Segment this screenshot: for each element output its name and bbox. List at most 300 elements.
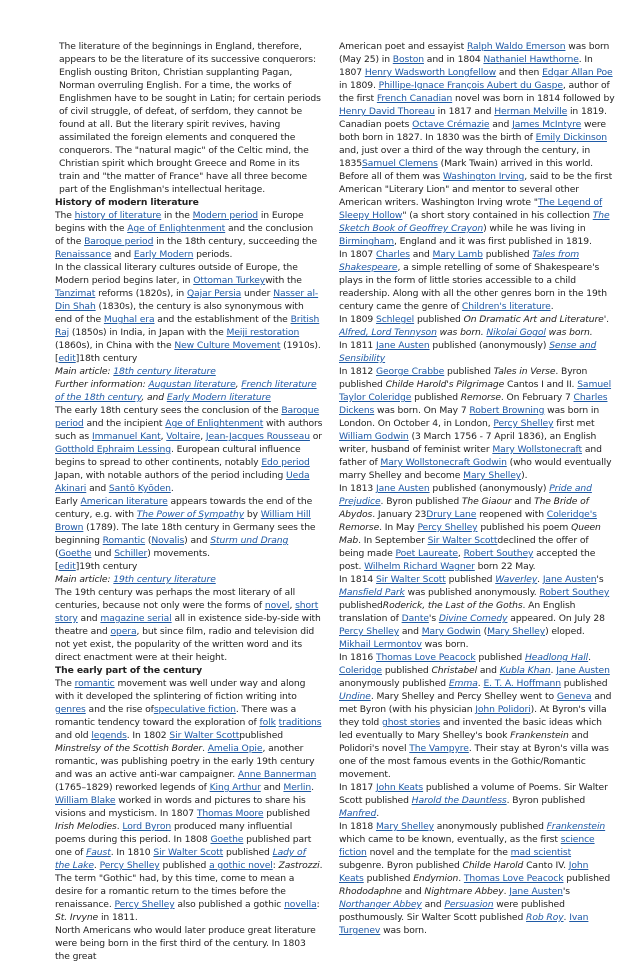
link-edgar-allan-poe[interactable]: Edgar Allan Poe <box>542 67 613 78</box>
link-washington-irving[interactable]: Washington Irving <box>442 171 525 182</box>
text-run: published <box>339 600 383 611</box>
text-run: published (anonymously) <box>429 340 550 351</box>
text-run: , a simple retelling of some of Shakespeare's plays in the form of little stories accessible to a child readership. Along with all the other genres born in the 19th century came the genre of <box>339 262 607 312</box>
section-heading <box>55 196 323 209</box>
link-voltaire[interactable]: Voltaire <box>166 431 201 442</box>
text-run: first met <box>553 418 595 429</box>
link-meiji-restoration[interactable]: Meiji restoration <box>226 327 300 338</box>
link-charles-dickens[interactable]: Charles Dickens <box>339 392 608 416</box>
link-early-modern[interactable]: Early Modern <box>133 249 194 260</box>
text-run: On Dramatic Art and Literature <box>463 314 604 325</box>
text-run: anonymously published <box>433 821 547 832</box>
link-birmingham[interactable]: Birmingham <box>339 236 395 247</box>
link-goethe[interactable]: Goethe <box>58 548 92 559</box>
text-run: Minstrelsy of the Scottish Border <box>55 743 203 754</box>
link-baroque-period[interactable]: Baroque period <box>55 405 320 429</box>
text-run: . Byron published <box>339 366 588 390</box>
link-sant-ky-den[interactable]: Santō Kyōden <box>108 483 171 494</box>
text-run: worked in words and pictures to share his visions and mysticism. In 1807 <box>55 795 306 819</box>
text-run: (1850s) in India, in Japan with the <box>69 327 227 338</box>
text-run: Remorse <box>460 392 501 403</box>
text-run: and then <box>496 67 543 78</box>
link-french-canadian[interactable]: French Canadian <box>376 93 453 104</box>
text-run: and met Byron (with his physician <box>339 691 612 715</box>
left-text-column <box>55 40 323 963</box>
paragraph <box>55 924 323 963</box>
text-run: . <box>503 886 510 897</box>
text-run: and <box>111 249 134 260</box>
link-ivan-turgenev[interactable]: Ivan Turgenev <box>339 912 589 936</box>
text-run: (1910s). <box>280 340 321 351</box>
text-run: and the incipient <box>83 418 166 429</box>
paragraph <box>339 248 615 313</box>
text-run: declined the offer of being made <box>339 535 589 559</box>
text-run: in 1811. <box>98 912 138 923</box>
link-goethe[interactable]: Goethe <box>210 834 244 845</box>
text-run: was born. On May 7 <box>374 405 470 416</box>
text-run: was born. <box>421 639 469 650</box>
text-run: published <box>411 392 461 403</box>
link-mary-shelley[interactable]: Mary Shelley <box>375 821 434 832</box>
text-run: ). At Byron's villa they told <box>339 704 607 728</box>
text-run: published <box>239 730 284 741</box>
link-anne-bannerman[interactable]: Anne Bannerman <box>237 769 317 780</box>
link-age-of-enlightenment[interactable]: Age of Enlightenment <box>127 223 226 234</box>
text-run: in 1819. Canadian poets <box>339 106 607 130</box>
text-run: ) while he was living in <box>483 223 586 234</box>
text-run: In 1812 <box>339 366 376 377</box>
link-ralph-waldo-emerson[interactable]: Ralph Waldo Emerson <box>466 41 566 52</box>
link-jane-austen[interactable]: Jane Austen <box>556 665 610 676</box>
text-run: Early <box>55 496 81 507</box>
link-charles[interactable]: Charles <box>375 249 410 260</box>
text-run: 's <box>562 886 570 897</box>
text-run: and <box>399 626 422 637</box>
text-run: The early part of the century <box>55 665 203 676</box>
link-henry-david-thoreau[interactable]: Henry David Thoreau <box>339 106 435 117</box>
text-run: reopened with <box>476 509 547 520</box>
link-persuasion[interactable]: Persuasion <box>444 899 494 910</box>
text-run: . <box>477 678 484 689</box>
link-mad-scientist[interactable]: mad scientist <box>510 847 572 858</box>
text-run: Queen Mab <box>339 522 601 546</box>
link-phillipe-ignace-fran-ois-aubert-du-gaspe[interactable]: Phillipe-Ignace François Aubert du Gaspe <box>378 80 563 91</box>
link-novel[interactable]: novel <box>264 600 290 611</box>
link-mary-lamb[interactable]: Mary Lamb <box>432 249 483 260</box>
text-run: and, just over a third of the way through the century, in 1835 <box>339 145 591 169</box>
link-poet-laureate[interactable]: Poet Laureate <box>395 548 458 559</box>
text-run: " (a short story contained in his collection <box>402 210 593 221</box>
link-tales-from-shakespeare[interactable]: Tales from Shakespeare <box>339 249 580 273</box>
link-the-power-of-sympathy[interactable]: The Power of Sympathy <box>136 509 245 520</box>
link-short-story[interactable]: short story <box>55 600 319 624</box>
text-run: , <box>289 600 296 611</box>
link-percy-shelley[interactable]: Percy Shelley <box>99 860 160 871</box>
text-run: (1765–1829) reworked legends of <box>55 782 210 793</box>
paragraph <box>55 495 323 560</box>
link-undine[interactable]: Undine <box>339 691 371 702</box>
link-frankenstein[interactable]: Frankenstein <box>546 821 606 832</box>
link-mikhail-lermontov[interactable]: Mikhail Lermontov <box>339 639 422 650</box>
link-opera[interactable]: opera <box>110 626 137 637</box>
link-headlong-hall[interactable]: Headlong Hall <box>524 652 589 663</box>
link-age-of-enlightenment[interactable]: Age of Enlightenment <box>165 418 264 429</box>
paragraph <box>55 261 323 352</box>
text-run: and <box>477 665 500 676</box>
text-run: American poet and essayist <box>339 41 467 52</box>
link-percy-shelley[interactable]: Percy Shelley <box>339 626 400 637</box>
text-run: novel and the template for the <box>366 847 511 858</box>
link-william-blake[interactable]: William Blake <box>55 795 116 806</box>
text-run: The Giaour <box>461 496 512 507</box>
link-divine-comedy[interactable]: Divine Comedy <box>438 613 508 624</box>
link-french-literature-of-the-18th-century[interactable]: French literature of the 18th century <box>55 379 317 403</box>
link-coleridge[interactable]: Coleridge <box>339 665 382 676</box>
text-run: . <box>202 743 208 754</box>
link-e-t-a-hoffmann[interactable]: E. T. A. Hoffmann <box>483 678 561 689</box>
text-run: in 1817 and <box>434 106 495 117</box>
link-john-keats[interactable]: John Keats <box>339 860 589 884</box>
text-run: The 19th century was perhaps the most literary of all centuries, because not only were the forms of <box>55 587 296 611</box>
text-run: periods. <box>193 249 233 260</box>
paragraph <box>339 313 615 339</box>
text-run: produced many influential poems during this period. In 1808 <box>55 821 293 845</box>
paragraph <box>55 365 323 378</box>
link-percy-shelley[interactable]: Percy Shelley <box>417 522 478 533</box>
link-children-s-literature[interactable]: Children's literature <box>461 301 551 312</box>
link-19th-century-literature[interactable]: 19th century literature <box>113 574 216 585</box>
text-run: published <box>159 860 210 871</box>
text-run: In 1814 <box>339 574 376 585</box>
text-run: was born. <box>380 925 427 936</box>
text-run: . <box>588 652 591 663</box>
text-run: published <box>223 847 273 858</box>
text-run: In 1809 <box>339 314 376 325</box>
link-18th-century-literature[interactable]: 18th century literature <box>113 366 216 377</box>
link-john-keats[interactable]: John Keats <box>375 782 424 793</box>
link-octave-cr-mazie[interactable]: Octave Crémazie <box>412 119 490 130</box>
text-run: In 1818 <box>339 821 376 832</box>
text-run: and father of <box>339 444 602 468</box>
text-run: . <box>550 301 554 312</box>
link-ottoman-turkey[interactable]: Ottoman Turkey <box>193 275 266 286</box>
text-run: and the conclusion of the <box>55 223 314 247</box>
link-king-arthur[interactable]: King Arthur <box>209 782 261 793</box>
link-wilhelm-richard-wagner[interactable]: Wilhelm Richard Wagner <box>364 561 475 572</box>
link-edo-period[interactable]: Edo period <box>261 457 310 468</box>
link-william-godwin[interactable]: William Godwin <box>339 431 409 442</box>
text-run: Japan, with notable authors of the period including <box>55 470 287 481</box>
text-run: Zastrozzi <box>278 860 320 871</box>
link-william-hill-brown[interactable]: William Hill Brown <box>55 509 311 533</box>
link-robert-southey[interactable]: Robert Southey <box>539 587 610 598</box>
link-romantic[interactable]: Romantic <box>102 535 146 546</box>
link-alfred-lord-tennyson[interactable]: Alfred, Lord Tennyson <box>339 327 437 338</box>
paragraph <box>55 378 323 404</box>
text-run: , but since film, radio and television did not yet exist, the popularity of the written word and its direct enactment were at their height. <box>55 626 315 663</box>
link-robert-browning[interactable]: Robert Browning <box>469 405 545 416</box>
link-jane-austen[interactable]: Jane Austen <box>375 483 430 494</box>
text-run: , another romantic, was publishing poetry in the early 19th century and was an active anti-war campaigner. <box>55 743 315 780</box>
link-tanzimat[interactable]: Tanzimat <box>55 288 96 299</box>
text-run: 's <box>428 613 439 624</box>
link-thomas-love-peacock[interactable]: Thomas Love Peacock <box>463 873 564 884</box>
link-harold-the-dauntless[interactable]: Harold the Dauntless <box>411 795 507 806</box>
link-augustan-literature[interactable]: Augustan literature <box>148 379 236 390</box>
text-run: , said to be the first American "Literary Lion" and mentor to several other American writers. Washington Irving wrote " <box>339 171 613 208</box>
text-run: Remorse <box>339 522 380 533</box>
link-immanuel-kant[interactable]: Immanuel Kant <box>91 431 161 442</box>
link-qajar-persia[interactable]: Qajar Persia <box>186 288 242 299</box>
link-sir-walter-scott[interactable]: Sir Walter Scott <box>375 574 446 585</box>
text-run: . <box>93 860 100 871</box>
paragraph <box>55 586 323 664</box>
text-run: which came to be known, eventually, as the first <box>339 834 561 845</box>
link-nikolai-gogol[interactable]: Nikolai Gogol <box>486 327 546 338</box>
link-schiller[interactable]: Schiller <box>114 548 148 559</box>
link-speculative-fiction[interactable]: speculative fiction <box>153 704 236 715</box>
link-samuel-clemens[interactable]: Samuel Clemens <box>361 158 438 169</box>
link-early-modern-literature[interactable]: Early Modern literature <box>166 392 271 403</box>
text-run: . <box>537 574 543 585</box>
link-thomas-love-peacock[interactable]: Thomas Love Peacock <box>375 652 476 663</box>
link-emma[interactable]: Emma <box>448 678 478 689</box>
link-pride-and-prejudice[interactable]: Pride and Prejudice <box>339 483 592 507</box>
text-run: . Mary Shelley and Percy Shelley went to <box>370 691 557 702</box>
link-gotthold-ephraim-lessing[interactable]: Gotthold Ephraim Lessing <box>55 444 171 455</box>
paragraph <box>339 339 615 365</box>
text-run: published <box>444 366 494 377</box>
text-run: ) eloped. <box>545 626 585 637</box>
text-run: published <box>414 314 464 325</box>
link-mary-wollstonecraft[interactable]: Mary Wollstonecraft <box>492 444 583 455</box>
text-run: and <box>86 483 109 494</box>
section-heading <box>55 664 323 677</box>
link-samuel-taylor-coleridge[interactable]: Samuel Taylor Coleridge <box>339 379 612 403</box>
link-edit[interactable]: edit <box>58 353 76 364</box>
text-run: . In 1810 <box>110 847 154 858</box>
link-legends[interactable]: legends <box>91 730 127 741</box>
link-merlin[interactable]: Merlin <box>283 782 312 793</box>
link-northanger-abbey[interactable]: Northanger Abbey <box>339 899 422 910</box>
text-run: (Mark Twain) arrived in this world. Before all of them was <box>339 158 593 182</box>
text-run: Main article: <box>55 574 114 585</box>
link-boston[interactable]: Boston <box>392 54 424 65</box>
text-run: also published a gothic <box>174 899 285 910</box>
paragraph <box>55 404 323 495</box>
link-british-raj[interactable]: British Raj <box>55 314 320 338</box>
link-sir-walter-scott[interactable]: Sir Walter Scott <box>153 847 224 858</box>
link-nathaniel-hawthorne[interactable]: Nathaniel Hawthorne <box>483 54 579 65</box>
link-mary-wollstonecraft-godwin[interactable]: Mary Wollstonecraft Godwin <box>380 457 507 468</box>
link-thomas-moore[interactable]: Thomas Moore <box>196 808 264 819</box>
link-mary-godwin[interactable]: Mary Godwin <box>421 626 481 637</box>
link-magazine-serial[interactable]: magazine serial <box>100 613 172 624</box>
link-james-mcintyre[interactable]: James McIntyre <box>512 119 582 130</box>
text-run: In 1811 <box>339 340 376 351</box>
text-run: . The term "Gothic" had, by this time, come to mean a desire for a romantic return to the times before the renaissance. <box>55 860 323 910</box>
text-run: published <box>560 678 608 689</box>
link-kubla-khan[interactable]: Kubla Khan <box>499 665 551 676</box>
link-baroque-period[interactable]: Baroque period <box>84 236 154 247</box>
text-run: Frankenstein <box>510 730 569 741</box>
link-geneva[interactable]: Geneva <box>556 691 592 702</box>
link-sir-walter-scott[interactable]: Sir Walter Scott <box>169 730 240 741</box>
link-traditions[interactable]: traditions <box>278 717 322 728</box>
text-run: Endymion <box>413 873 459 884</box>
link-dante[interactable]: Dante <box>401 613 429 624</box>
link-faust[interactable]: Faust <box>86 847 111 858</box>
text-run: ( <box>55 548 59 559</box>
text-run: Rhododaphne <box>339 886 402 897</box>
link-history-of-literature[interactable]: history of literature <box>74 210 162 221</box>
text-run: (1860s), in China with the <box>55 340 175 351</box>
link-coleridge-s[interactable]: Coleridge's <box>546 509 597 520</box>
text-run: or <box>309 431 322 442</box>
link-manfred[interactable]: Manfred <box>339 808 377 819</box>
link-the-vampyre[interactable]: The Vampyre <box>409 743 469 754</box>
text-run: ) and <box>184 535 211 546</box>
text-run: History of modern literature <box>55 197 199 208</box>
text-run: was born in London. On October 4, in London, <box>339 405 600 429</box>
link-sturm-und-drang[interactable]: Sturm und Drang <box>210 535 289 546</box>
text-run: : <box>272 860 279 871</box>
text-run: . <box>550 665 557 676</box>
right-text-column <box>339 40 615 937</box>
link-novella[interactable]: novella <box>284 899 317 910</box>
link-nasser-al-din-shah[interactable]: Nasser al-Din Shah <box>55 288 319 312</box>
text-run: published <box>482 249 533 260</box>
paragraph <box>339 573 615 651</box>
paragraph <box>55 573 323 586</box>
text-run: (3 March 1756 - 7 April 1836), an English writer, husband of feminist writer <box>339 431 597 455</box>
text-run: , <box>457 548 464 559</box>
text-run: and <box>489 119 513 130</box>
text-run: in the 18th century, succeeding the <box>153 236 318 247</box>
link-genres[interactable]: genres <box>55 704 86 715</box>
link-robert-southey[interactable]: Robert Southey <box>463 548 534 559</box>
text-run: . On February 7 <box>500 392 574 403</box>
text-run: and Polidori's novel <box>339 730 589 754</box>
text-run: appeared. On July 28 <box>507 613 605 624</box>
text-run: and <box>260 782 284 793</box>
link-modern-period[interactable]: Modern period <box>192 210 259 221</box>
link-percy-shelley[interactable]: Percy Shelley <box>114 899 175 910</box>
text-run: with authors such as <box>55 418 323 442</box>
text-run: '. <box>603 314 609 325</box>
link-sense-and-sensibility[interactable]: Sense and Sensibility <box>339 340 597 364</box>
text-run: . Byron published <box>380 496 462 507</box>
link-american-literature[interactable]: American literature <box>80 496 168 507</box>
link-drury-lane[interactable]: Drury Lane <box>426 509 477 520</box>
text-run: . <box>311 782 314 793</box>
text-run: Irish Melodies <box>55 821 117 832</box>
text-run: ]19th century <box>75 561 138 572</box>
paragraph <box>339 40 615 248</box>
text-run: novel was born in 1814 followed by <box>452 93 615 104</box>
link-ghost-stories[interactable]: ghost stories <box>381 717 441 728</box>
link-herman-melville[interactable]: Herman Melville <box>494 106 568 117</box>
text-run: was born (May 25) in <box>339 41 610 65</box>
text-run: : <box>316 899 320 910</box>
link-the-sketch-book-of-geoffrey-crayon[interactable]: The Sketch Book of Geoffrey Crayon <box>339 210 610 234</box>
text-run: was born. <box>436 327 487 338</box>
link-schlegel[interactable]: Schlegel <box>375 314 415 325</box>
text-run: published <box>563 873 611 884</box>
link-jane-austen[interactable]: Jane Austen <box>375 340 430 351</box>
link-folk[interactable]: folk <box>259 717 276 728</box>
link-sir-walter-scott[interactable]: Sir Walter Scott <box>427 535 498 546</box>
text-run: was born. <box>545 327 593 338</box>
link-waverley[interactable]: Waverley <box>495 574 538 585</box>
paragraph <box>55 40 323 196</box>
link-ueda-akinari[interactable]: Ueda Akinari <box>55 470 310 494</box>
text-run: and <box>511 496 535 507</box>
text-run: In 1817 <box>339 782 376 793</box>
text-run: . Their stay at Byron's villa was one of the most famous events in the Gothic/Romantic movement. <box>339 743 609 780</box>
text-run: subgenre. Byron published <box>339 860 463 871</box>
link-lord-byron[interactable]: Lord Byron <box>122 821 172 832</box>
link-george-crabbe[interactable]: George Crabbe <box>375 366 445 377</box>
text-run: . There was a romantic tendency toward the exploration of <box>55 704 297 728</box>
link-romantic[interactable]: romantic <box>74 678 115 689</box>
link-rob-roy[interactable]: Rob Roy <box>526 912 564 923</box>
text-run: and in 1804 <box>423 54 484 65</box>
link-science-fiction[interactable]: science fiction <box>339 834 595 858</box>
text-run: reforms (1820s), in <box>95 288 187 299</box>
text-run: published (anonymously) <box>429 483 550 494</box>
text-run: under <box>241 288 274 299</box>
text-run: , England and it was first published in 1819. <box>394 236 592 247</box>
text-run: Christabel <box>431 665 478 676</box>
link-jane-austen[interactable]: Jane Austen <box>542 574 597 585</box>
link-lady-of-the-lake[interactable]: Lady of the Lake <box>55 847 306 871</box>
text-run: published <box>363 873 414 884</box>
text-run: . <box>116 821 123 832</box>
link-jane-austen[interactable]: Jane Austen <box>509 886 563 897</box>
text-run: published part one of <box>55 834 312 858</box>
text-run: Tales in Verse <box>493 366 556 377</box>
link-percy-shelley[interactable]: Percy Shelley <box>493 418 554 429</box>
text-run: , <box>160 431 167 442</box>
text-run: Cantos I and II. <box>504 379 578 390</box>
text-run: ( <box>480 626 488 637</box>
text-run: Nightmare Abbey <box>424 886 504 897</box>
link-emily-dickinson[interactable]: Emily Dickinson <box>535 132 607 143</box>
link-john-polidori[interactable]: John Polidori <box>475 704 531 715</box>
link-the-legend-of-sleepy-hollow[interactable]: The Legend of Sleepy Hollow <box>339 197 603 221</box>
link-edit[interactable]: edit <box>58 561 76 572</box>
text-run: in 1809. <box>339 80 379 91</box>
link-jean-jacques-rousseau[interactable]: Jean-Jacques Rousseau <box>205 431 310 442</box>
link-a-gothic-novel[interactable]: a gothic novel <box>209 860 273 871</box>
link-amelia-opie[interactable]: Amelia Opie <box>207 743 263 754</box>
link-henry-wadsworth-longfellow[interactable]: Henry Wadsworth Longfellow <box>364 67 497 78</box>
text-run: published a volume of Poems. Sir Walter Scott published <box>339 782 608 806</box>
link-new-culture-movement[interactable]: New Culture Movement <box>174 340 281 351</box>
link-renaissance[interactable]: Renaissance <box>55 249 112 260</box>
link-mughal-era[interactable]: Mughal era <box>103 314 155 325</box>
text-run: The literature of the beginnings in England, therefore, appears to be the literature of its successive conquerors: English ousting Briton, Christian supplanting Pagan, Norman overruling English. For a time, the works of Englishmen have to be sought in Latin; for certain periods of civil struggle, of defeat, of serfdom, they cannot be found at all. But the literary spirit revives, having assimilated the foreign elements and conquered the conquerors. The "natural magic" of the Celtic mind, the Christian spirit which brought Greece and Rome in its train and "the matter of France" have all three become part of the Englishman's intellectual heritage. <box>59 41 321 195</box>
link-mary-shelley[interactable]: Mary Shelley <box>487 626 546 637</box>
text-run: St. Irvyne <box>55 912 99 923</box>
link-mansfield-park[interactable]: Mansfield Park <box>339 587 405 598</box>
text-run: published his poem <box>477 522 572 533</box>
paragraph <box>339 365 615 482</box>
text-run: , and <box>141 392 167 403</box>
link-novalis[interactable]: Novalis <box>151 535 185 546</box>
link-mary-shelley[interactable]: Mary Shelley <box>463 470 522 481</box>
